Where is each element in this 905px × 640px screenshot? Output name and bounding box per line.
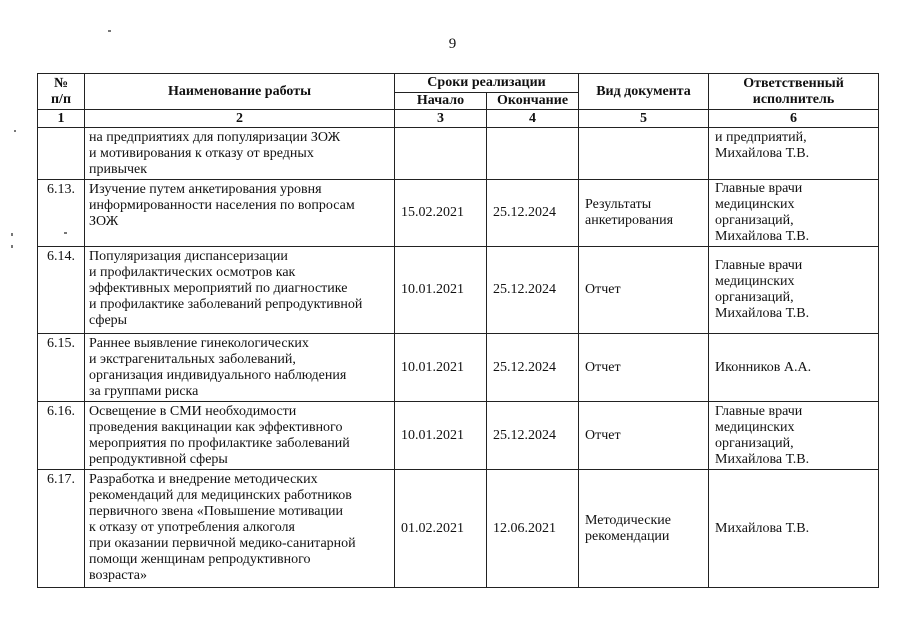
col-number-5: 5 [579, 110, 709, 128]
col-number-2: 2 [85, 110, 395, 128]
col-number-3: 3 [395, 110, 487, 128]
work-name: Раннее выявление гинекологических и экстрагенитальных заболеваний, организация индивидуального наблюдения за группами риска [85, 334, 395, 402]
responsible: Главные врачи медицинских организаций, Михайлова Т.В. [709, 180, 879, 247]
header-end: Окончание [487, 93, 579, 110]
row-number: 6.16. [38, 402, 85, 470]
responsible: Михайлова Т.В. [709, 470, 879, 588]
start-date: 15.02.2021 [395, 180, 487, 247]
header-terms: Сроки реализации [395, 74, 579, 93]
scan-speck [108, 30, 111, 32]
header-resp: Ответственный исполнитель [709, 74, 879, 110]
table-row [38, 334, 879, 402]
responsible: и предприятий, Михайлова Т.В. [709, 128, 879, 180]
work-name: на предприятиях для популяризации ЗОЖ и мотивирования к отказу от вредных привычек [85, 128, 395, 180]
work-plan-table [37, 73, 879, 588]
work-name: Освещение в СМИ необходимости проведения вакцинации как эффективного мероприятия по профилактике заболеваний репродуктивной сферы [85, 402, 395, 470]
row-number: 6.15. [38, 334, 85, 402]
scan-speck [64, 232, 67, 234]
document-type: Отчет [579, 334, 709, 402]
responsible: Иконников А.А. [709, 334, 879, 402]
start-date: 01.02.2021 [395, 470, 487, 588]
col-number-6: 6 [709, 110, 879, 128]
responsible: Главные врачи медицинских организаций, Михайлова Т.В. [709, 402, 879, 470]
start-date: 10.01.2021 [395, 247, 487, 334]
document-type: Методические рекомендации [579, 470, 709, 588]
end-date [487, 128, 579, 180]
row-number: 6.14. [38, 247, 85, 334]
end-date: 25.12.2024 [487, 180, 579, 247]
document-type [579, 128, 709, 180]
row-number: 6.13. [38, 180, 85, 247]
table-row [38, 402, 879, 470]
table-row [38, 180, 879, 247]
col-number-4: 4 [487, 110, 579, 128]
row-number [38, 128, 85, 180]
start-date: 10.01.2021 [395, 334, 487, 402]
page-number: 9 [448, 36, 457, 52]
row-number: 6.17. [38, 470, 85, 588]
header-num: № п/п [38, 74, 85, 110]
work-name: Популяризация диспансеризации и профилактических осмотров как эффективных мероприятий по диагностике и профилактике заболеваний репродуктивной сферы [85, 247, 395, 334]
start-date [395, 128, 487, 180]
table-row [38, 128, 879, 180]
work-name: Разработка и внедрение методических рекомендаций для медицинских работников первичного звена «Повышение мотивации к отказу от употребления алкоголя при оказании первичной медико-санитарной помощи женщинам репродуктивного возраста» [85, 470, 395, 588]
header-start: Начало [395, 93, 487, 110]
table-row [38, 247, 879, 334]
scan-speck [11, 245, 13, 248]
end-date: 25.12.2024 [487, 402, 579, 470]
scan-speck [11, 233, 13, 236]
end-date: 25.12.2024 [487, 247, 579, 334]
responsible: Главные врачи медицинских организаций, Михайлова Т.В. [709, 247, 879, 334]
header-doc: Вид документа [579, 74, 709, 110]
header-name: Наименование работы [85, 74, 395, 110]
scan-speck [14, 130, 16, 132]
work-name: Изучение путем анкетирования уровня информированности населения по вопросам ЗОЖ [85, 180, 395, 247]
column-number-row [38, 110, 879, 128]
table-row [38, 470, 879, 588]
end-date: 12.06.2021 [487, 470, 579, 588]
start-date: 10.01.2021 [395, 402, 487, 470]
document-type: Результаты анкетирования [579, 180, 709, 247]
document-type: Отчет [579, 247, 709, 334]
document-type: Отчет [579, 402, 709, 470]
col-number-1: 1 [38, 110, 85, 128]
end-date: 25.12.2024 [487, 334, 579, 402]
